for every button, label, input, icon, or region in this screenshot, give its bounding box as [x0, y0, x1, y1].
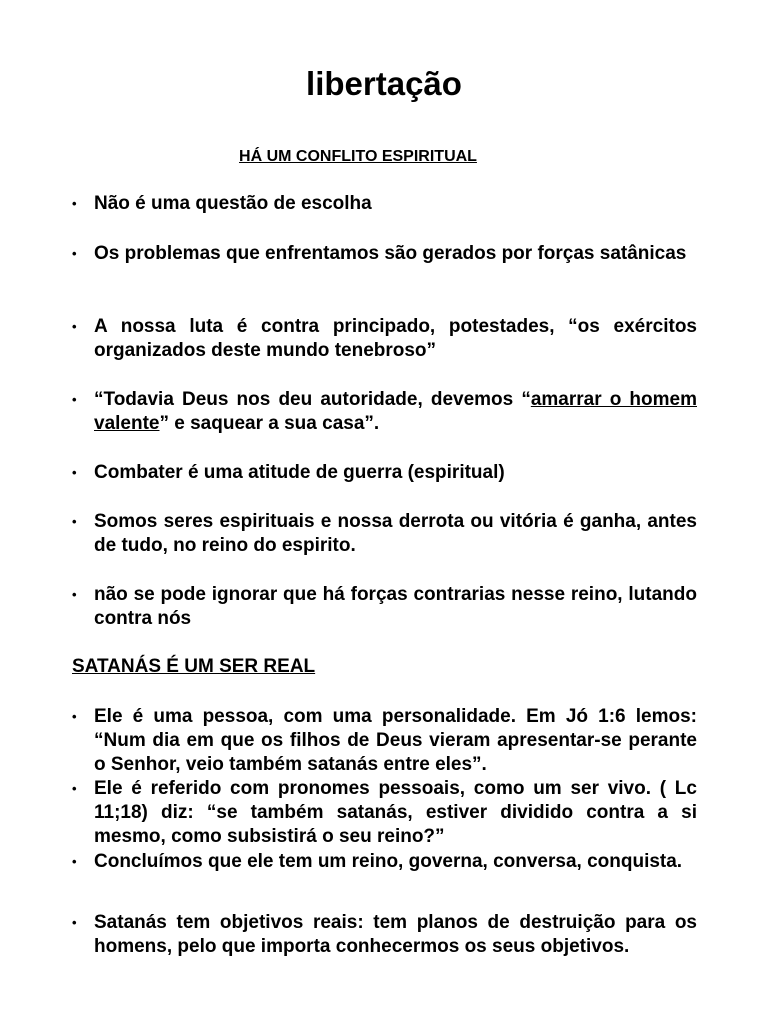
- bullet-icon: •: [72, 854, 77, 869]
- list-item: [72, 705, 697, 777]
- list-item: [72, 911, 697, 959]
- list-item: [72, 850, 697, 874]
- list-item-text: Somos seres espirituais e nossa derrota ou vitória é ganha, antes de tudo, no reino do espirito.: [94, 511, 697, 556]
- bullet-icon: •: [72, 196, 77, 211]
- list-item: [72, 242, 697, 266]
- list-item: [72, 388, 697, 436]
- list-item: [72, 510, 697, 558]
- bullet-icon: •: [72, 319, 77, 334]
- bullet-icon: •: [72, 465, 77, 480]
- list-item: [72, 461, 697, 485]
- bullet-icon: •: [72, 246, 77, 261]
- list-item-text: Satanás tem objetivos reais: tem planos de destruição para os homens, pelo que importa conhecermos os seus objetivos.: [94, 912, 697, 957]
- section-heading-conflict: HÁ UM CONFLITO ESPIRITUAL: [239, 148, 477, 165]
- bullet-icon: •: [72, 915, 77, 930]
- bullet-icon: •: [72, 587, 77, 602]
- bullet-icon: •: [72, 392, 77, 407]
- section-heading-satan: SATANÁS É UM SER REAL: [72, 656, 316, 677]
- list-item-text-before: “Todavia Deus nos deu autoridade, devemos “: [94, 389, 531, 410]
- list-item: [72, 777, 697, 849]
- list-item: [72, 315, 697, 363]
- list-item: [72, 583, 697, 631]
- list-item-text: Ele é referido com pronomes pessoais, como um ser vivo. ( Lc 11;18) diz: “se também satanás, estiver dividido contra a si mesmo, como subsistirá o seu reino?”: [94, 778, 697, 847]
- list-item-text: Combater é uma atitude de guerra (espiritual): [94, 462, 505, 483]
- document-title: libertação: [306, 65, 462, 102]
- list-item-text: Ele é uma pessoa, com uma personalidade. Em Jó 1:6 lemos: “Num dia em que os filhos de Deus vieram apresentar-se perante o Senhor, veio também satanás entre eles”.: [94, 706, 697, 775]
- bullet-icon: •: [72, 514, 77, 529]
- list-item-text: não se pode ignorar que há forças contrarias nesse reino, lutando contra nós: [94, 584, 697, 629]
- list-item: [72, 192, 697, 216]
- list-item-text-after: ” e saquear a sua casa”.: [159, 413, 380, 434]
- list-item-text: Os problemas que enfrentamos são gerados por forças satânicas: [94, 243, 687, 264]
- list-item-text: Não é uma questão de escolha: [94, 193, 372, 214]
- bullet-icon: •: [72, 781, 77, 796]
- bullet-icon: •: [72, 709, 77, 724]
- list-item-text: A nossa luta é contra principado, potestades, “os exércitos organizados deste mundo tenebroso”: [94, 316, 697, 361]
- underlined-phrase: amarrar o homem valente: [94, 389, 697, 434]
- list-item-text: Concluímos que ele tem um reino, governa, conversa, conquista.: [94, 851, 683, 872]
